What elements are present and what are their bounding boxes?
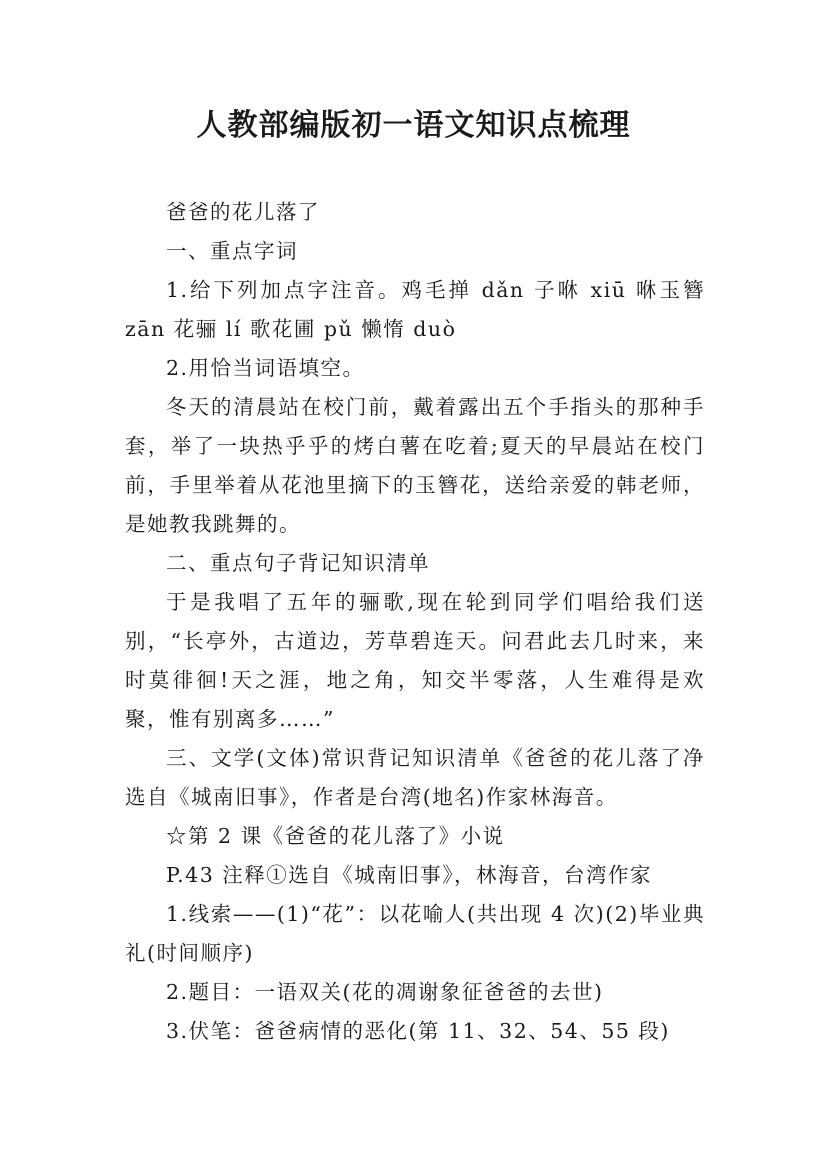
paragraph-title-meaning: 2.题目：一语双关(花的凋谢象征爸爸的去世) <box>166 980 604 1004</box>
paragraph-pinyin-exercise: 1.给下列加点字注音。鸡毛掸 dǎn 子咻 xiū 咻玉簪 zān 花骊 lí 歌花圃 pǔ 懒惰 duò <box>125 278 705 341</box>
paragraph-section-key-words: 一、重点字词 <box>166 239 298 263</box>
paragraph-section-key-sentences: 二、重点句子背记知识清单 <box>166 551 430 575</box>
paragraph-clue: 1.线索——(1)“花”：以花喻人(共出现 4 次)(2)毕业典礼(时间顺序) <box>125 902 705 965</box>
paragraph-literary-knowledge: 三、文学(文体)常识背记知识清单《爸爸的花儿落了净选自《城南旧事》，作者是台湾(地名)作家林海音。 <box>125 746 705 809</box>
paragraph-key-sentence: 于是我唱了五年的骊歌,现在轮到同学们唱给我们送别，“长亭外，古道边，芳草碧连天。问君此去几时来，来时莫徘徊!天之涯，地之角，知交半零落，人生难得是欢聚，惟有别离多……” <box>125 590 705 731</box>
paragraph-foreshadowing: 3.伏笔：爸爸病情的恶化(第 11、32、54、55 段) <box>166 1019 670 1043</box>
paragraph-lesson-title: 爸爸的花儿落了 <box>166 200 320 224</box>
document-body <box>125 193 705 1051</box>
paragraph-fill-in-exercise: 2.用恰当词语填空。 <box>166 356 365 380</box>
paragraph-fill-in-text: 冬天的清晨站在校门前，戴着露出五个手指头的那种手套，举了一块热乎乎的烤白薯在吃着;夏天的早晨站在校门前，手里举着从花池里摘下的玉簪花，送给亲爱的韩老师，是她教我跳舞的。 <box>125 395 705 536</box>
paragraph-lesson-heading: ☆第 2 课《爸爸的花儿落了》小说 <box>166 824 505 848</box>
paragraph-annotation: P.43 注释①选自《城南旧事》，林海音，台湾作家 <box>166 863 653 887</box>
document-title: 人教部编版初一语文知识点梳理 <box>196 108 631 143</box>
